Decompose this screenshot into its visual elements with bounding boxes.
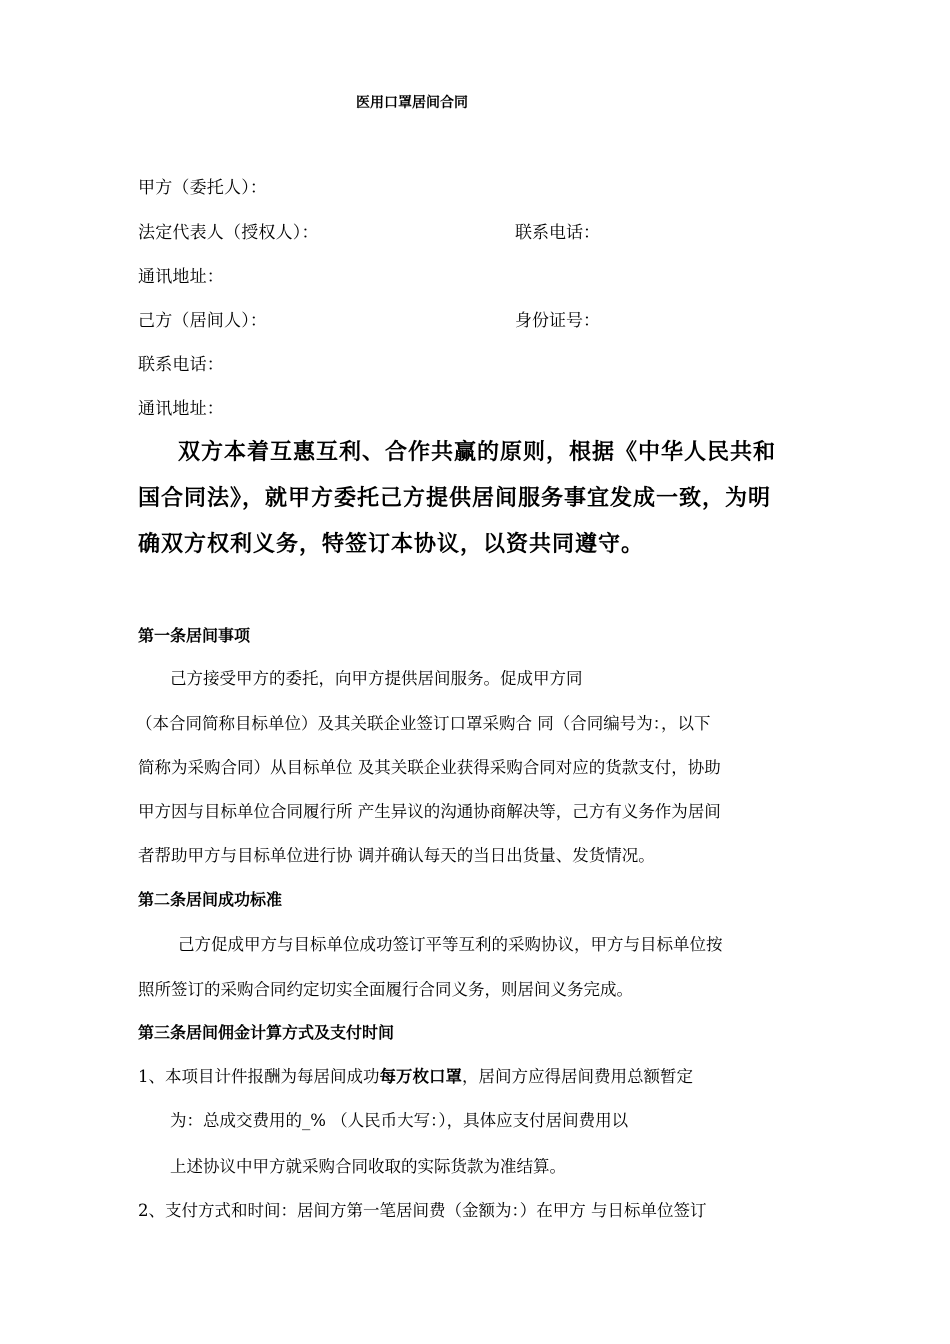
article3-item1-line-1 — [138, 1069, 693, 1086]
article2-heading: 第二条居间成功标准 — [138, 890, 283, 909]
contact-phone-label-b: 联系电话： — [138, 355, 224, 375]
article3-item1-line-3: 上述协议中甲方就采购合同收取的实际货款为准结算。 — [170, 1157, 566, 1176]
preamble-line-2: 国合同法》，就甲方委托己方提供居间服务事宜发成一致，为明 — [138, 485, 772, 511]
party-b-label: 己方（居间人）： — [138, 311, 268, 331]
address-label-b: 通讯地址： — [138, 399, 224, 419]
article3-item1-prefix: 1、本项目计件报酬为每居间成功 — [138, 1067, 380, 1086]
article1-line-2: （本合同简称目标单位）及其关联企业签订口罩采购合 同（合同编号为：，以下 — [136, 714, 711, 733]
document-title: 医用口罩居间合同 — [356, 95, 468, 111]
article1-line-4: 甲方因与目标单位合同履行所 产生异议的沟通协商解决等，己方有义务作为居间 — [138, 802, 721, 821]
preamble-line-3: 确双方权利义务，特签订本协议，以资共同遵守。 — [138, 531, 645, 557]
address-label-a: 通讯地址： — [138, 267, 224, 287]
party-a-label: 甲方（委托人）： — [138, 178, 268, 198]
article3-item1-line-2: 为：总成交费用的_% （人民币大写：），具体应支付居间费用以 — [170, 1111, 629, 1130]
id-number-label: 身份证号： — [515, 311, 600, 331]
article1-line-1: 己方接受甲方的委托，向甲方提供居间服务。促成甲方同 — [170, 669, 583, 688]
preamble-line-1: 双方本着互惠互利、合作共赢的原则，根据《中华人民共和 — [178, 439, 777, 465]
article3-item1-suffix: ，居间方应得居间费用总额暂定 — [462, 1067, 693, 1086]
article2-line-1: 己方促成甲方与目标单位成功签订平等互利的采购协议，甲方与目标单位按 — [178, 935, 723, 954]
contact-phone-label-a: 联系电话： — [515, 223, 600, 243]
article3-item1-emphasis: 每万枚口罩 — [379, 1067, 462, 1086]
article3-heading: 第三条居间佣金计算方式及支付时间 — [138, 1023, 395, 1042]
article1-heading: 第一条居间事项 — [138, 626, 251, 645]
article3-item2-line-1: 2、支付方式和时间：居间方第一笔居间费（金额为：）在甲方 与日标单位签订 — [138, 1201, 707, 1220]
legal-rep-label: 法定代表人（授权人）： — [138, 223, 319, 243]
article1-line-3: 简称为采购合同）从目标单位 及其关联企业获得采购合同对应的货款支付，协助 — [138, 758, 721, 777]
article2-line-2: 照所签订的采购合同约定切实全面履行合同义务，则居间义务完成。 — [138, 980, 633, 999]
article1-line-5: 者帮助甲方与目标单位进行协 调并确认每天的当日出货量、发货情况。 — [138, 846, 655, 865]
